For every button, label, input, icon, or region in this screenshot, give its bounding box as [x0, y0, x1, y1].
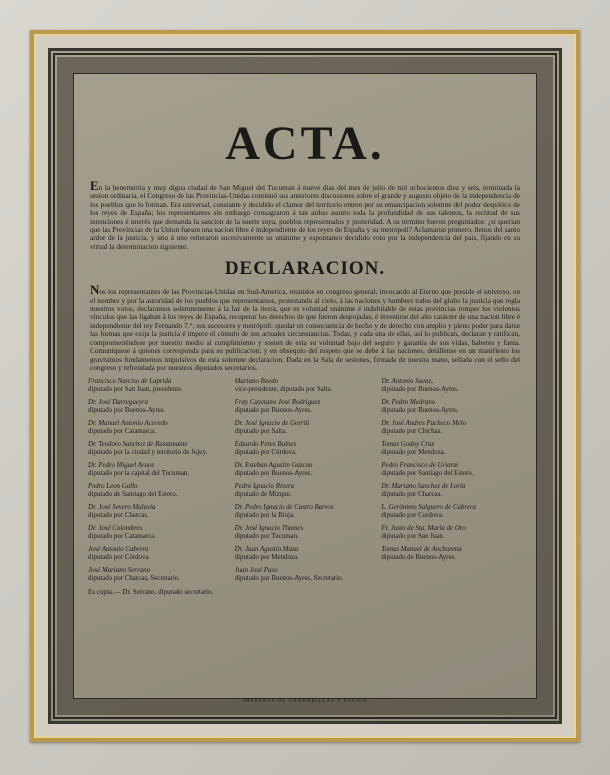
signatory-role: diputado por Buenos-Ayres.: [234, 407, 312, 415]
signatory: [88, 546, 229, 562]
signatory-name: Pedro Leon Gallo: [88, 483, 138, 491]
signatory-name: Tomas Godoy Cruz: [381, 441, 435, 449]
signatory-role: diputado por Santiago del Estero.: [381, 470, 474, 478]
signatory-role: diputado por la Rioja.: [234, 512, 295, 520]
signatory: [381, 483, 522, 499]
signatory-name: Dr. José Ignacio de Gorriti: [234, 420, 310, 428]
signatory: [381, 420, 522, 436]
signatory-name: Dr. Mariano Sanchez de Loria: [381, 483, 466, 491]
signatory-role: diputado por Catamarca.: [88, 533, 156, 541]
signatory-name: Juan José Paso: [234, 567, 278, 575]
signatory: [381, 567, 522, 583]
declaration-heading: DECLARACION.: [224, 258, 386, 280]
signatory: [235, 378, 376, 394]
signatory: [381, 525, 522, 541]
signatory-role: diputado por San Juan, presidente.: [88, 386, 183, 394]
signatory: [235, 399, 376, 415]
signatory-name: Dr. José Ignacio Thames: [234, 525, 304, 533]
document-content: [82, 82, 528, 692]
signatory-name: Pedro Ignacio Rivera: [234, 483, 295, 491]
signatory-role: diputado por Córdova.: [88, 554, 151, 562]
signatory: [381, 546, 522, 562]
signatory-name: Tomas Manuel de Anchorena: [381, 546, 462, 554]
signatory: [88, 399, 229, 415]
signatory-name: Dr. Pedro Miguel Araoz: [88, 462, 155, 470]
es-copia-line: Es copia.— Dr. Serrano, diputado secretario.: [88, 588, 214, 597]
intro-initial: E: [90, 178, 99, 193]
signatory-role: diputado por Buenos-Ayres.: [88, 407, 166, 415]
signatory-name: Dr. Antonio Saenz,: [381, 378, 433, 386]
signatory-role: diputado por San Juan.: [381, 533, 445, 541]
signatory-role: diputado por Buenos-Ayres, Secretario.: [234, 575, 344, 583]
signatory-name: Mariano Boedo: [234, 378, 279, 386]
signatory-name: Pedro Francisco de Uriarte: [381, 462, 459, 470]
signatory-name: José Antonio Cabrera: [88, 546, 149, 554]
signatory-name: José Mariano Serrano: [88, 567, 151, 575]
signatory-role: diputado por Tucuman.: [234, 533, 299, 541]
signatory-name: Dr. José Darregueyra: [88, 399, 149, 407]
signatory: [381, 504, 522, 520]
signatory-name: Eduardo Perez Bulnes: [234, 441, 297, 449]
signatory-role: vice-presidente, diputado por Salta.: [234, 386, 333, 394]
signatory-name: Fr. Justo de Sta. María de Oro: [381, 525, 466, 533]
signatory: [381, 378, 522, 394]
signatory-role: diputado por la capital del Tucuman.: [88, 470, 190, 478]
signatory: [88, 441, 229, 457]
signatory-role: diputado por Chichas.: [381, 428, 442, 436]
intro-text: n la benemérita y muy digna ciudad de San Miguel del Tucuman á nueve dias del mes de julio de mil ochocientos diez y seis, terminada la sesion ordinaria, el Congreso de las Provincias-Unidas continuó sus anteriores discusiones sobre el grande y augusto objeto de la independencia de los pueblos que lo forman. Era universal, constante y decidido el clamor del territorio entero por su emancipacion solemne del poder despótico de los reyes de España; los representantes sin embargo consagraron á tan arduo asunto toda la profundidad de sus talentos, la rectitud de sus intenciones é interés que demanda la sancion de la suerte suya, pueblos representados y posteridad. A su término fueron preguntados: ¿si querian que las Provincias de la Union fuesen una nacion libre é independiente de los reyes de España y su metrópoli? Aclamaron primero, llenos del santo ardor de la justicia, y uno á uno reiteraron sucesivamente su unánime y espontaneo decidido voto por la independencia del pais, fijando en su virtud la determinacion siguiente.: [90, 183, 520, 251]
signatory: [88, 483, 229, 499]
signatory-role: diputado por Charcas.: [88, 512, 149, 520]
signatory-name: Dr. Pedro Medrano: [381, 399, 436, 407]
intro-paragraph: [90, 178, 520, 251]
signatory-name: Dr. José Colombres: [88, 525, 143, 533]
signatory: [235, 525, 376, 541]
signatory: [235, 420, 376, 436]
signatory: [381, 462, 522, 478]
signatory-name: Dr. Pedro Ignacio de Castro Barros: [234, 504, 334, 512]
declaration-initial: N: [90, 282, 100, 298]
signatory-role: diputado por Catamarca.: [88, 428, 156, 436]
declaration-text: os los representantes de las Provincias-Unidas en Sud-America, reunidos en congreso general, invocando al Eterno que preside el universo, en el nombre y por la autoridad de los pueblos que representamos, protestando al cielo, á las naciones y hombres todos del globo la justicia que regla nuestros votos, declaramos solemnemente á la faz de la tierra, que es voluntad unánime é indubitable de estas provincias romper los violentos vínculos que las ligaban á los reyes de España, recuperar los derechos de que fueron despojadas, é investirse del alto carácter de una nacion libre é independiente del rey Fernando 7.°, sus sucesores y metrópoli: quedar en consecuencia de hecho y de derecho con amplio y pleno poder para darse las formas que exija la justicia é impere el cúmulo de sus actuales circunstancias. Todas, y cada una de ellas, así lo publican, declaran y ratifican, comprometiéndose por nuestro medio al cumplimiento y sosten de esta su voluntad bajo del seguro y garantía de sus vidas, haberes y fama. Comuníquese á quienes corresponda para su publicacion; y en obsequio del respeto que se debe á las naciones, detállense en un manifiesto los gravísimos fundamentos impulsivos de esta solemne declaracion. Dada en la Sala de sesiones, firmada de nuestra mano, sellada con el sello del congreso y refrendada por nuestros diputados secretarios.: [90, 287, 520, 372]
signatory: [88, 504, 229, 520]
signatory: [88, 378, 229, 394]
signatory: [235, 462, 376, 478]
signatory-name: Dr. José Andres Pacheco Melo: [381, 420, 467, 428]
signatory-name: Dr. Juan Agustin Maza: [234, 546, 299, 554]
signatory-name: Dr. Teodoro Sanchez de Bustamante: [88, 441, 188, 449]
signatory: [88, 420, 229, 436]
signatory-name: Dr. Manuel Antonio Acevedo: [88, 420, 168, 428]
signatory: [235, 567, 376, 583]
signatory: [235, 441, 376, 457]
document-title: ACTA.: [225, 117, 385, 170]
signatory-role: diputado por Buenos-Ayres.: [381, 386, 459, 394]
signatory: [235, 546, 376, 562]
signatory: [381, 441, 522, 457]
declaration-paragraph: [90, 282, 520, 372]
signatory-role: diputado por Charcas.: [381, 491, 442, 499]
signatory: [88, 567, 229, 583]
signatory-role: diputado por Mendoza.: [234, 554, 299, 562]
signatory-role: diputado por Salta.: [234, 428, 287, 436]
signatory: [88, 462, 229, 478]
signatory-role: diputado por Córdova.: [234, 449, 297, 457]
signatory-name: Fray Cayetano José Rodriguez: [234, 399, 321, 407]
signatory-name: Dr. José Severo Malavia: [88, 504, 156, 512]
signatory-name: Francisco Narciso de Laprida: [88, 378, 172, 386]
signatory-role: diputado por Buenos-Ayres.: [381, 407, 459, 415]
signatory-role: diputado por Mendoza.: [381, 449, 446, 457]
signatory: [235, 504, 376, 520]
signatories-grid: [88, 378, 522, 583]
signatory-name: Dr. Esteban Agustin Gazcon: [234, 462, 313, 470]
signatory-role: diputado de Buenos-Ayres.: [381, 554, 456, 562]
signatory-name: L. Gerónimo Salguero de Cabrera: [381, 504, 476, 512]
signatory-role: diputado de Santiago del Estero.: [88, 491, 178, 499]
signatory-role: diputado por la ciudad y territorio de Jujuy.: [88, 449, 208, 457]
signatory: [235, 483, 376, 499]
printer-imprint: IMPRENTA DE GANDARILLAS Y SOCIOS: [242, 699, 368, 704]
signatory-role: diputado por Buenos-Ayres.: [234, 470, 312, 478]
signatory-role: diputado por Cordova.: [381, 512, 444, 520]
signatory-role: diputado de Mizque.: [234, 491, 292, 499]
signatory: [88, 525, 229, 541]
signatory-role: diputado por Charcas, Secretario.: [88, 575, 181, 583]
signatory: [381, 399, 522, 415]
